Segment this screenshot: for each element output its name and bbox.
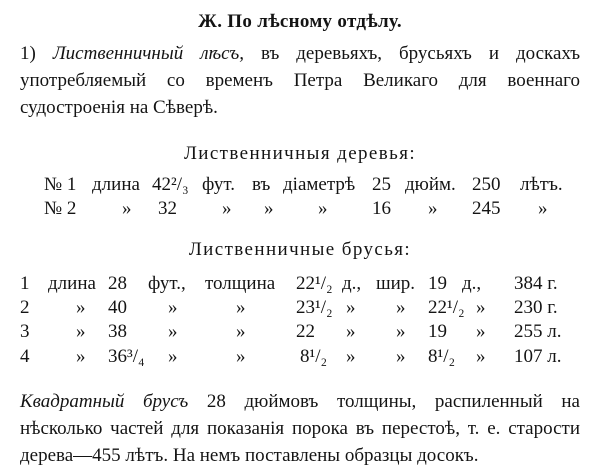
paragraph-text: 28 дюймовъ толщины, распиленный на нѣсколько частей для показанія порока въ перестоѣ, т. е. старости дерева—455 лѣтъ. На немъ поставлены образцы досокъ. xyxy=(20,391,580,466)
beam-age: 230 г. xyxy=(514,297,558,318)
beam-width-unit: » xyxy=(476,297,486,318)
beam-length-unit: » xyxy=(168,346,178,367)
tree-age: 245 xyxy=(472,198,501,219)
beam-width: 19 xyxy=(428,321,447,342)
tree-length-label: длина xyxy=(92,174,140,195)
beams-subtitle: Лиственничные брусья: xyxy=(188,239,412,260)
beam-thickness-label: » xyxy=(236,321,246,342)
section-title: Ж. По лѣсному отдѣлу. xyxy=(198,11,402,32)
tree-number: № 1 xyxy=(44,174,77,195)
beam-length: 40 xyxy=(108,297,127,318)
beam-length-label: длина xyxy=(48,273,96,294)
beam-row xyxy=(0,297,600,321)
beam-row xyxy=(0,346,600,370)
beam-thickness: 22 xyxy=(296,321,315,342)
tree-age-unit: » xyxy=(538,198,548,219)
beam-number: 1 xyxy=(20,273,30,294)
beam-width-label: шир. xyxy=(376,273,416,294)
tree-row xyxy=(0,174,600,198)
beam-thickness-label: » xyxy=(236,346,246,367)
tree-age-unit: лѣтъ. xyxy=(520,174,563,195)
beam-length-label: » xyxy=(76,346,86,367)
beam-width-label: » xyxy=(396,297,406,318)
beam-thickness-unit: » xyxy=(346,346,356,367)
tree-number: № 2 xyxy=(44,198,77,219)
beam-row xyxy=(0,321,600,345)
beam-age: 107 л. xyxy=(514,346,562,367)
beam-length-label: » xyxy=(76,297,86,318)
beam-thickness: 8¹/₂ xyxy=(300,346,328,367)
beam-thickness-label: » xyxy=(236,297,246,318)
beam-number: 4 xyxy=(20,346,30,367)
beam-thickness-unit: д., xyxy=(342,273,362,294)
beam-row xyxy=(0,273,600,297)
beam-length-label: » xyxy=(76,321,86,342)
tree-length: 32 xyxy=(158,198,177,219)
tree-row xyxy=(0,198,600,222)
tree-diameter: 25 xyxy=(372,174,391,195)
beam-length-unit: фут., xyxy=(148,273,186,294)
beam-thickness-unit: » xyxy=(346,297,356,318)
tree-diameter-unit: дюйм. xyxy=(405,174,456,195)
beam-width-unit: » xyxy=(476,346,486,367)
beam-age: 384 г. xyxy=(514,273,558,294)
beam-thickness: 22¹/₂ xyxy=(296,273,333,294)
paragraph-text: въ деревьяхъ, брусьяхъ и доскахъ употребляемый со временъ Петра Великаго для военнаго судостроенія на Сѣверѣ. xyxy=(20,43,581,118)
tree-diameter-unit: » xyxy=(428,198,438,219)
paragraph-term: Квадратный брусъ xyxy=(20,391,189,412)
beam-number: 2 xyxy=(20,297,30,318)
tree-in: » xyxy=(264,198,274,219)
paragraph-term: Лиственничный лѣсъ, xyxy=(52,43,244,64)
tree-diameter-label: діаметрѣ xyxy=(283,174,356,195)
paragraph-square-beam xyxy=(20,388,580,469)
beam-width: 8¹/₂ xyxy=(428,346,456,367)
beam-length-unit: » xyxy=(168,297,178,318)
beam-width-unit: » xyxy=(476,321,486,342)
tree-length-label: » xyxy=(122,198,132,219)
beam-thickness-unit: » xyxy=(346,321,356,342)
trees-subtitle: Лиственничныя деревья: xyxy=(183,143,417,164)
beam-length-unit: » xyxy=(168,321,178,342)
beam-width: 19 xyxy=(428,273,447,294)
beam-length: 28 xyxy=(108,273,127,294)
paragraph-larch-wood xyxy=(20,40,580,121)
beam-thickness: 23¹/₂ xyxy=(296,297,333,318)
tree-length-unit: фут. xyxy=(202,174,235,195)
tree-length-unit: » xyxy=(222,198,232,219)
tree-in: въ xyxy=(252,174,271,195)
beam-width: 22¹/₂ xyxy=(428,297,465,318)
beam-width-unit: д., xyxy=(462,273,482,294)
beam-thickness-label: толщина xyxy=(205,273,276,294)
beam-width-label: » xyxy=(396,321,406,342)
beam-width-label: » xyxy=(396,346,406,367)
beam-length: 36³/₄ xyxy=(108,346,145,367)
paragraph-number: 1) xyxy=(20,43,36,64)
beam-age: 255 л. xyxy=(514,321,562,342)
tree-age: 250 xyxy=(472,174,501,195)
tree-diameter-label: » xyxy=(318,198,328,219)
tree-diameter: 16 xyxy=(372,198,391,219)
beam-number: 3 xyxy=(20,321,30,342)
tree-length: 42²/₃ xyxy=(152,174,189,195)
beam-length: 38 xyxy=(108,321,127,342)
